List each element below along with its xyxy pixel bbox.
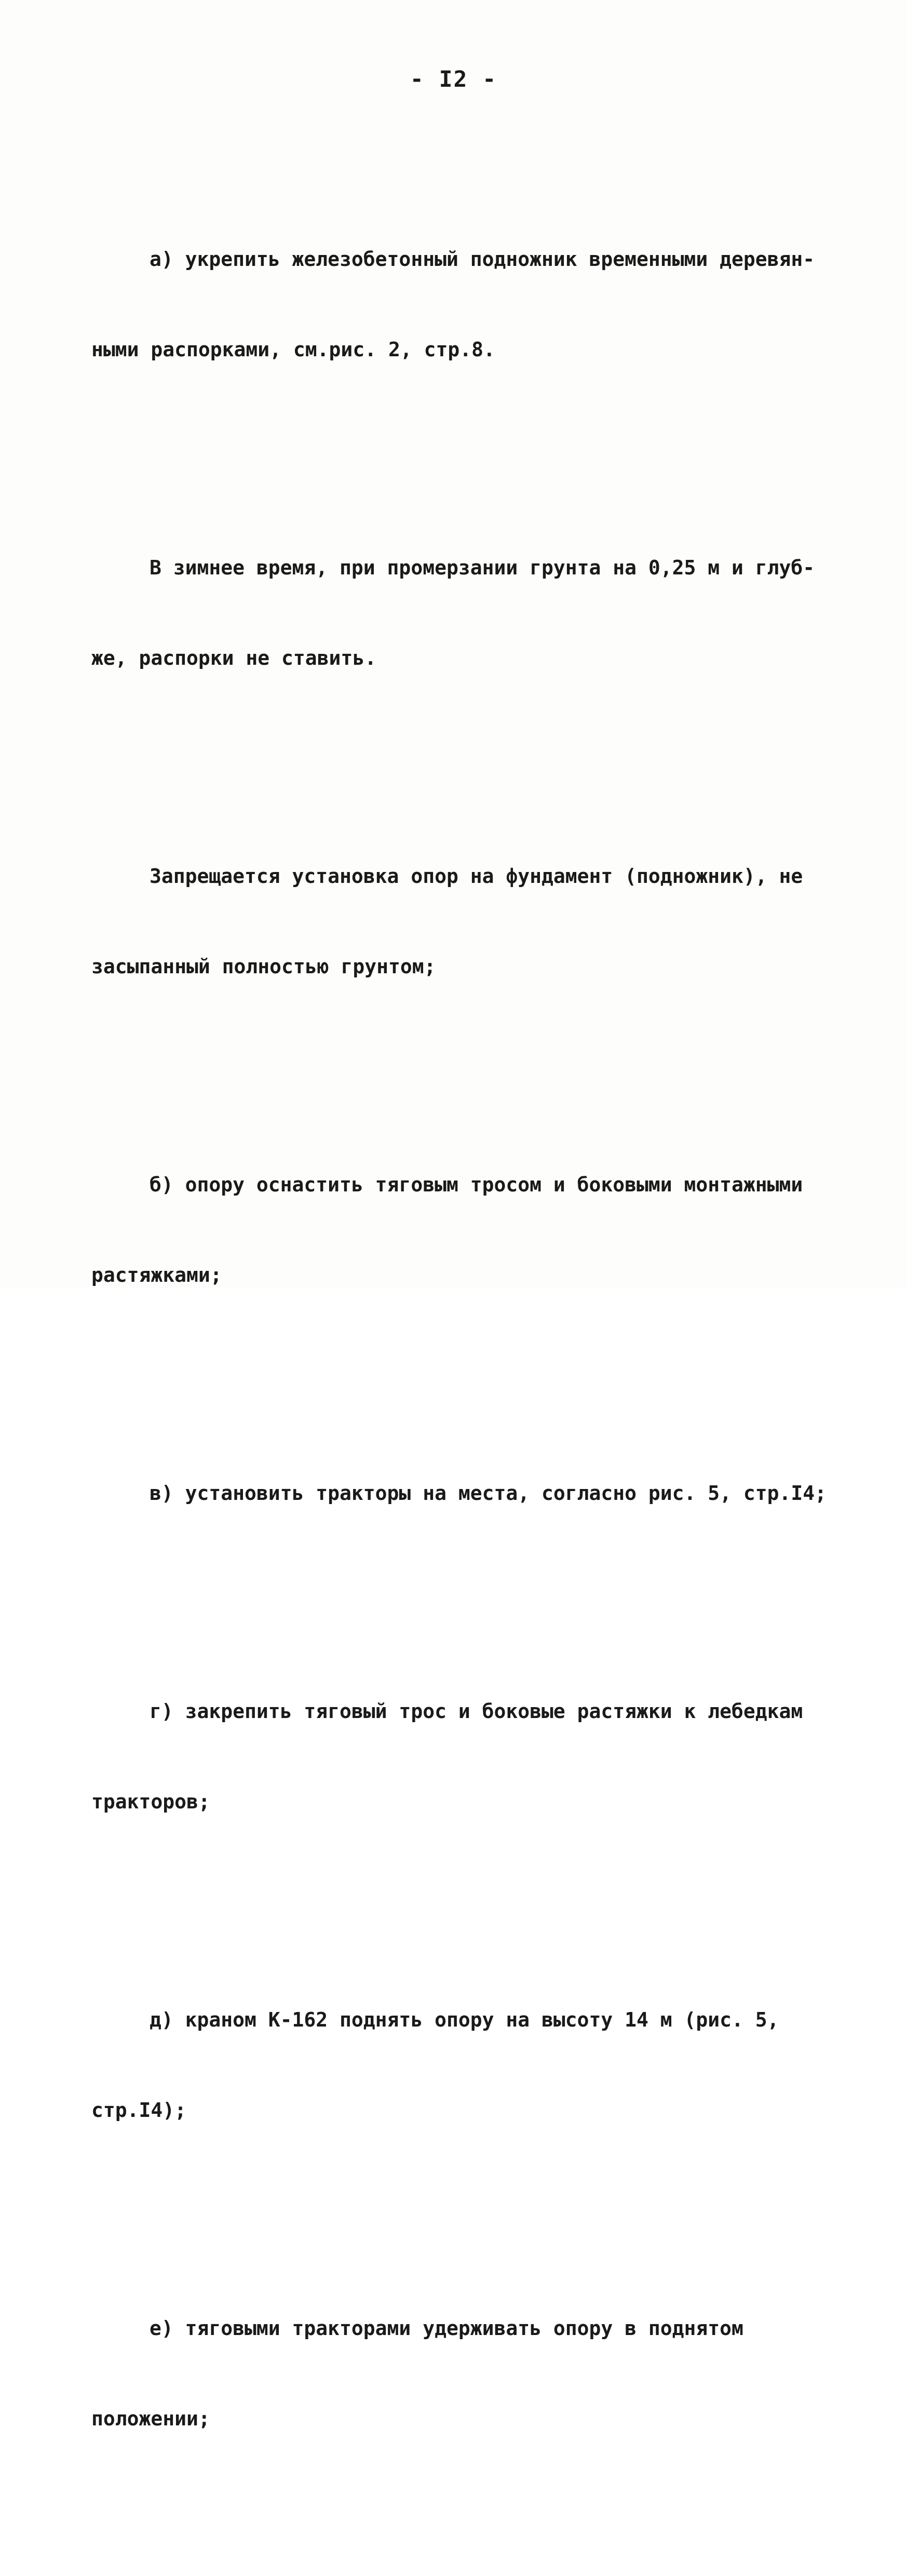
text-line: тракторов; [91, 1790, 210, 1813]
paragraph-b [91, 1109, 808, 1350]
text-line: засыпанный полностью грунтом; [91, 955, 436, 978]
text-line: б) опору оснастить тяговым тросом и боковыми монтажными [150, 1173, 803, 1196]
text-line: В зимнее время, при промерзании грунта на 0,25 м и глуб- [150, 556, 815, 579]
page-number: - I2 - [410, 66, 497, 92]
paragraph-g [91, 1636, 808, 1877]
text-line: растяжками; [91, 1264, 222, 1286]
text-line: положении; [91, 2407, 210, 2430]
text-line: Запрещается установка опор на фундамент (подножник), не [150, 865, 803, 888]
text-line: в) установить тракторы на места, согласно рис. 5, стр.I4; [150, 1482, 827, 1505]
paragraph-prohibition [91, 801, 808, 1042]
paragraph-winter-note [91, 492, 815, 733]
paragraph-a [91, 184, 815, 425]
text-line: стр.I4); [91, 2099, 187, 2122]
paragraph-d [91, 1944, 808, 2185]
text-line: же, распорки не ставить. [91, 647, 377, 669]
document-body [91, 124, 827, 2576]
text-line: а) укрепить железобетонный подножник временными деревян- [150, 248, 815, 271]
text-line: д) краном К-162 поднять опору на высоту 14 м (рис. 5, [150, 2008, 779, 2031]
text-line: е) тяговыми тракторами удерживать опору в поднятом [150, 2317, 743, 2340]
text-line: г) закрепить тяговый трос и боковые растяжки к лебедкам [150, 1700, 803, 1723]
paragraph-zh [91, 2561, 808, 2576]
text-line: ными распорками, см.рис. 2, стр.8. [91, 338, 495, 361]
paragraph-e [91, 2253, 808, 2494]
paragraph-v [91, 1418, 827, 1568]
